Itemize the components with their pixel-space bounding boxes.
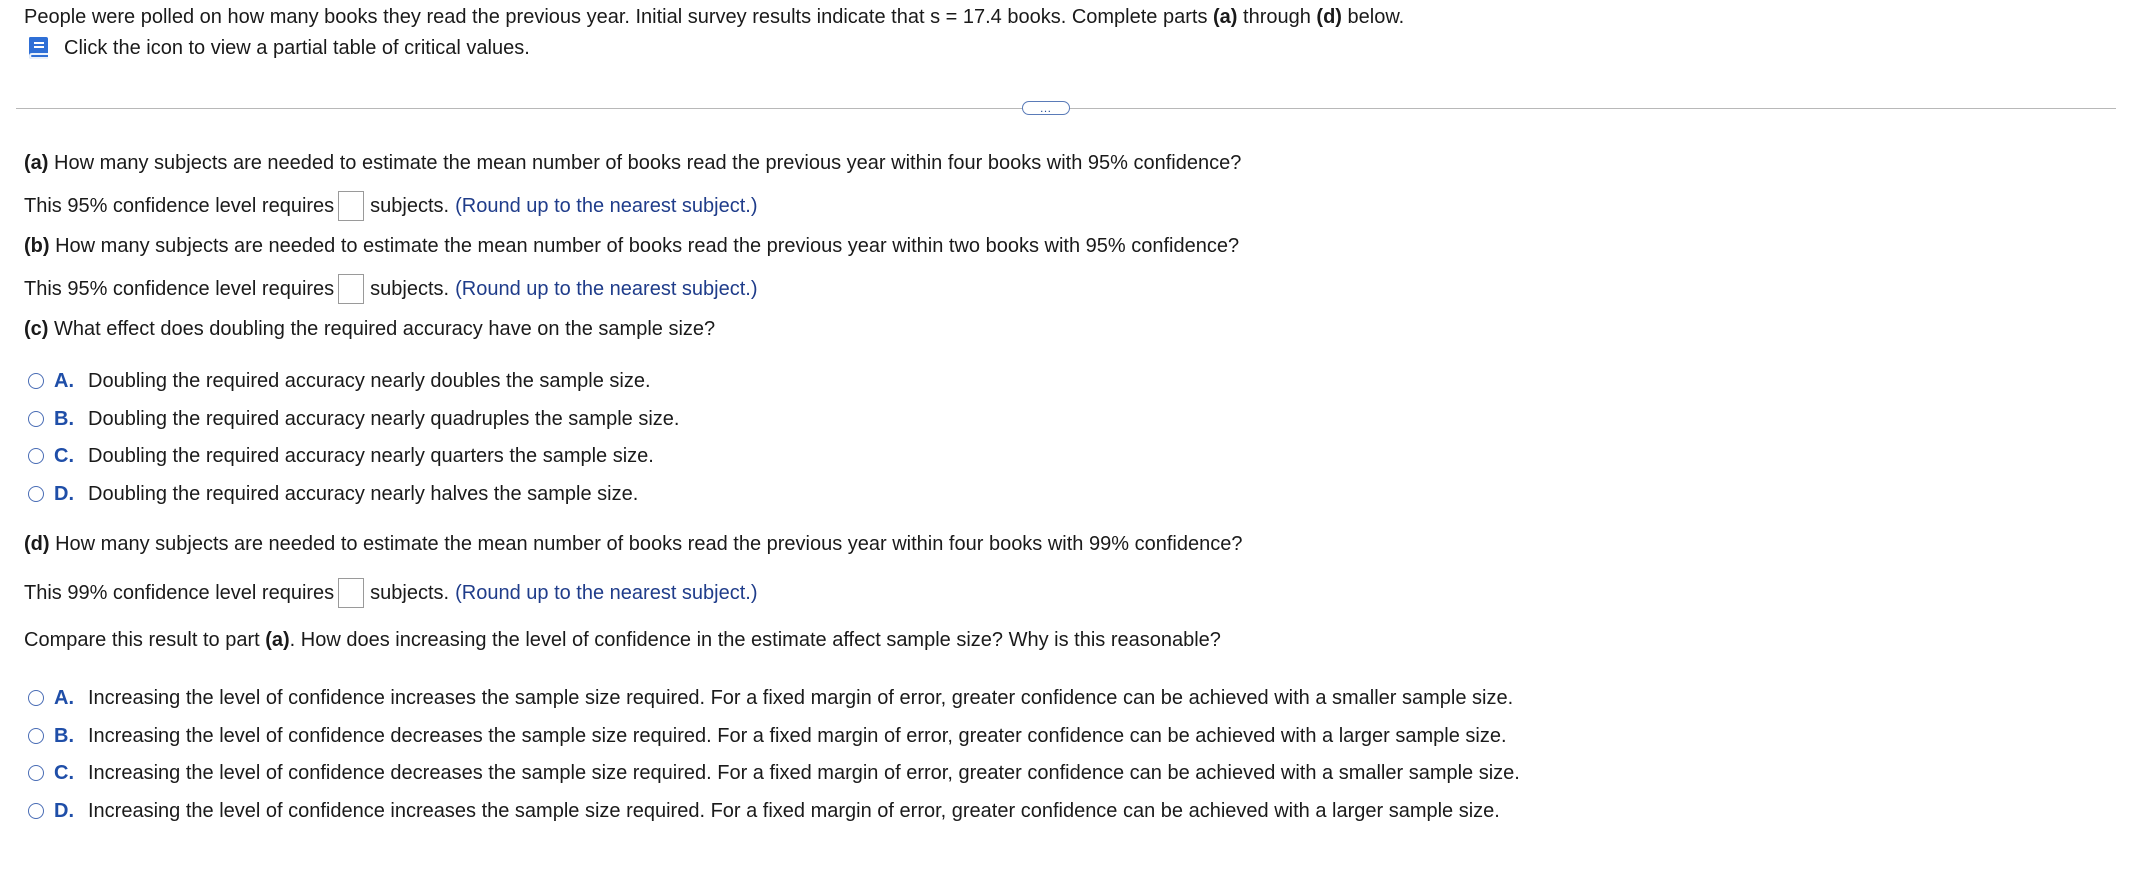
part-c-option-c[interactable] xyxy=(28,443,654,469)
option-letter: C. xyxy=(54,762,74,784)
option-letter: D. xyxy=(54,800,74,822)
part-c-question xyxy=(24,316,715,342)
part-c-question-text: What effect does doubling the required accuracy have on the sample size? xyxy=(48,318,716,340)
part-b-question-text: How many subjects are needed to estimate the mean number of books read the previous year within two books with 95% confidence? xyxy=(49,235,1240,257)
part-b-hint: (Round up to the nearest subject.) xyxy=(455,278,758,300)
part-d-option-d[interactable] xyxy=(28,798,1500,824)
part-d-question xyxy=(24,531,1242,557)
part-a-hint: (Round up to the nearest subject.) xyxy=(455,195,758,217)
option-text: Increasing the level of confidence increases the sample size required. For a fixed margin of error, greater confidence can be achieved with a larger sample size. xyxy=(88,800,1500,822)
part-d-answer-suffix: subjects. xyxy=(370,582,450,604)
radio-button[interactable] xyxy=(28,411,44,427)
problem-statement xyxy=(24,4,1404,30)
option-text: Doubling the required accuracy nearly quadruples the sample size. xyxy=(88,408,680,430)
radio-button[interactable] xyxy=(28,690,44,706)
part-b-label: (b) xyxy=(24,235,50,257)
compare-text-post: . How does increasing the level of confidence in the estimate affect sample size? Why is this reasonable? xyxy=(289,629,1221,651)
option-text: Increasing the level of confidence increases the sample size required. For a fixed margin of error, greater confidence can be achieved with a smaller sample size. xyxy=(88,687,1514,709)
part-b-answer-row xyxy=(24,274,758,304)
option-letter: B. xyxy=(54,408,74,430)
option-text: Doubling the required accuracy nearly quarters the sample size. xyxy=(88,445,654,467)
option-text: Increasing the level of confidence decreases the sample size required. For a fixed margin of error, greater confidence can be achieved with a smaller sample size. xyxy=(88,762,1520,784)
compare-part-a-ref: (a) xyxy=(265,629,290,651)
radio-button[interactable] xyxy=(28,728,44,744)
part-a-answer-suffix: subjects. xyxy=(370,195,450,217)
part-d-answer-prefix: This 99% confidence level requires xyxy=(24,582,335,604)
book-icon[interactable] xyxy=(24,34,52,62)
part-a-label: (a) xyxy=(24,152,49,174)
intro-text-post: below. xyxy=(1341,6,1405,28)
radio-button[interactable] xyxy=(28,803,44,819)
part-d-option-c[interactable] xyxy=(28,760,1520,786)
part-b-answer-suffix: subjects. xyxy=(370,278,450,300)
part-b-answer-prefix: This 95% confidence level requires xyxy=(24,278,335,300)
part-a-answer-prefix: This 95% confidence level requires xyxy=(24,195,335,217)
part-b-answer-input[interactable] xyxy=(338,274,364,304)
part-d-answer-input[interactable] xyxy=(338,578,364,608)
radio-button[interactable] xyxy=(28,765,44,781)
part-d-option-a[interactable] xyxy=(28,685,1513,711)
part-d-question-text: How many subjects are needed to estimate the mean number of books read the previous year within four books with 99% confidence? xyxy=(49,533,1243,555)
part-c-label: (c) xyxy=(24,318,49,340)
part-d-compare-question xyxy=(24,627,1221,653)
problem-intro xyxy=(24,4,1404,62)
intro-text-pre: People were polled on how many books they read the previous year. Initial survey results indicate that s = 17.4 books. Complete parts xyxy=(24,6,1213,28)
radio-button[interactable] xyxy=(28,373,44,389)
part-d-answer-row xyxy=(24,578,758,608)
part-a-answer-input[interactable] xyxy=(338,191,364,221)
part-a-question xyxy=(24,150,1241,176)
intro-part-a-ref: (a) xyxy=(1213,6,1238,28)
radio-button[interactable] xyxy=(28,486,44,502)
option-letter: B. xyxy=(54,725,74,747)
radio-button[interactable] xyxy=(28,448,44,464)
part-d-label: (d) xyxy=(24,533,50,555)
critical-values-row xyxy=(24,34,1404,62)
compare-text-pre: Compare this result to part xyxy=(24,629,266,651)
part-c-option-d[interactable] xyxy=(28,481,638,507)
option-letter: C. xyxy=(54,445,74,467)
part-c-option-b[interactable] xyxy=(28,406,679,432)
intro-text-mid: through xyxy=(1237,6,1317,28)
part-c-option-a[interactable] xyxy=(28,368,651,394)
part-a-question-text: How many subjects are needed to estimate the mean number of books read the previous year within four books with 95% confidence? xyxy=(48,152,1242,174)
part-d-option-b[interactable] xyxy=(28,723,1507,749)
option-text: Doubling the required accuracy nearly doubles the sample size. xyxy=(88,370,651,392)
critical-values-link-text: Click the icon to view a partial table of critical values. xyxy=(64,37,530,59)
option-text: Doubling the required accuracy nearly halves the sample size. xyxy=(88,483,639,505)
option-letter: A. xyxy=(54,687,74,709)
expand-more-button[interactable]: … xyxy=(1022,101,1070,115)
option-letter: A. xyxy=(54,370,74,392)
intro-part-d-ref: (d) xyxy=(1316,6,1342,28)
option-letter: D. xyxy=(54,483,74,505)
part-d-hint: (Round up to the nearest subject.) xyxy=(455,582,758,604)
part-b-question xyxy=(24,233,1239,259)
part-a-answer-row xyxy=(24,191,758,221)
option-text: Increasing the level of confidence decreases the sample size required. For a fixed margin of error, greater confidence can be achieved with a larger sample size. xyxy=(88,725,1507,747)
